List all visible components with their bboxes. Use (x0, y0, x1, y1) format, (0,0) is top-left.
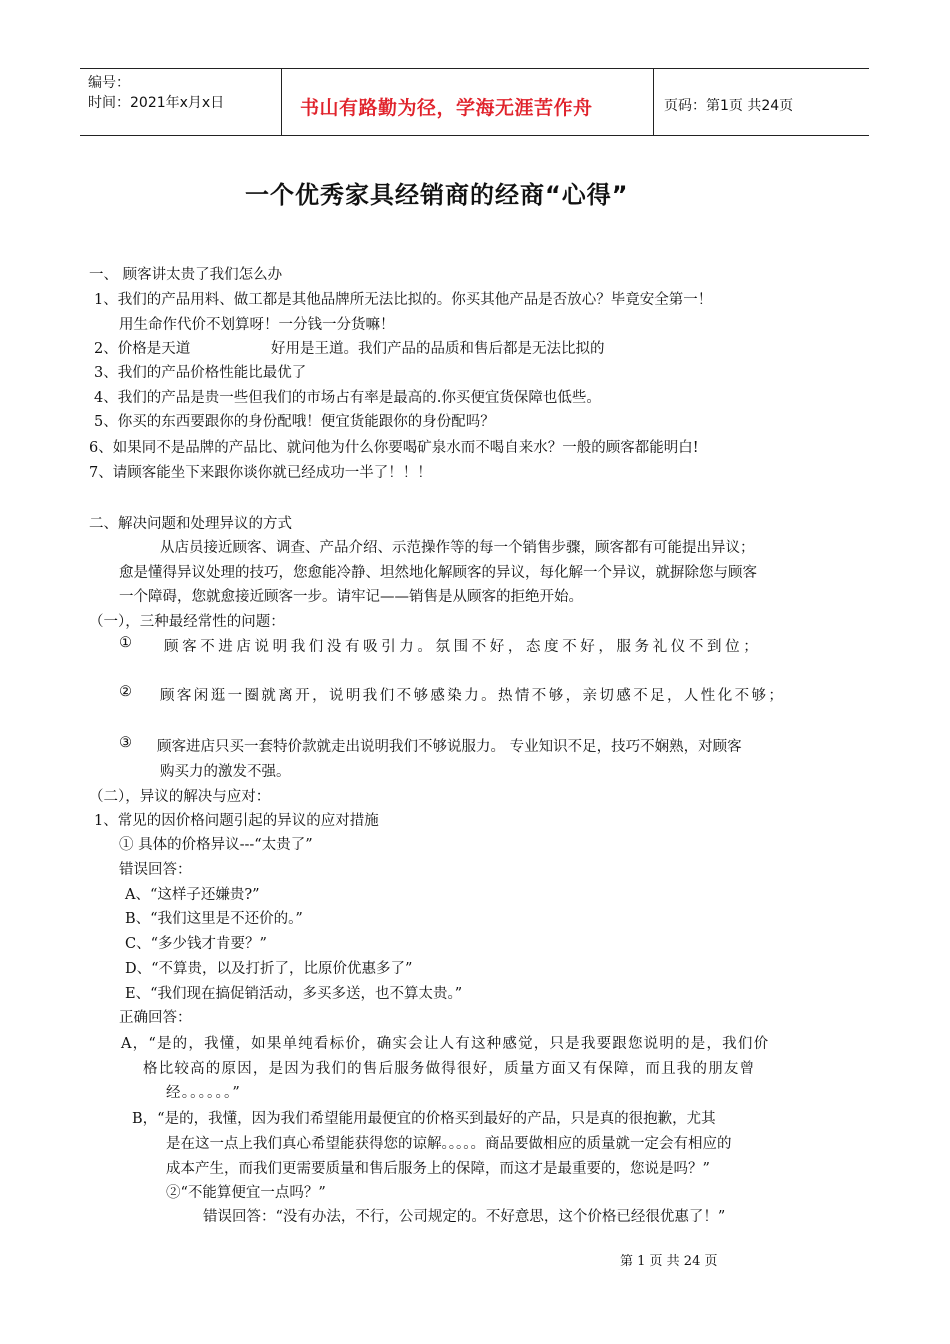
header-time-label: 时间：2021年x月x日 (88, 95, 225, 111)
problem-3-marker: ③ (119, 735, 132, 751)
section1-item-2a: 2、价格是天道 (94, 341, 191, 357)
problem-1-text: 顾客不进店说明我们没有吸引力。氛围不好，态度不好，服务礼仪不到位； (164, 639, 762, 655)
wrong-answer-b: B、“我们这里是不还价的。” (125, 911, 303, 927)
wrong-answer-e: E、“我们现在搞促销活动，多买多送，也不算太贵。” (125, 986, 463, 1002)
case2-heading: ②“不能算便宜一点吗？” (166, 1185, 326, 1201)
wrong-answers-label: 错误回答： (119, 862, 192, 878)
case1-heading: ① 具体的价格异议---“太贵了” (119, 837, 313, 853)
header-bottom-border (80, 135, 869, 136)
header-divider-left (281, 68, 282, 136)
problem-3-cont: 购买力的激发不强。 (160, 764, 291, 780)
section1-item-4: 4、我们的产品是贵一些但我们的市场占有率是最高的.你买便宜货保障也低些。 (94, 390, 601, 406)
section2-intro-2: 愈是懂得异议处理的技巧，您愈能冷静、坦然地化解顾客的异议，每化解一个异议，就摒除您与顾客 (119, 565, 757, 581)
right-answer-b-line1: B，“是的，我懂，因为我们希望能用最便宜的价格买到最好的产品，只是真的很抱歉，尤其 (132, 1111, 716, 1127)
header-number-label: 编号： (88, 75, 130, 91)
wrong-answer-a: A、“这样子还嫌贵?” (125, 887, 260, 903)
problem-3-text: 顾客进店只买一套特价款就走出说明我们不够说服力。 专业知识不足，技巧不娴熟，对顾客 (157, 739, 742, 755)
section1-item-6: 6、如果同不是品牌的产品比、就问他为什么你要喝矿泉水而不喝自来水？一般的顾客都能明白! (89, 440, 699, 456)
problem-1-marker: ① (119, 635, 132, 651)
section1-heading: 一、 顾客讲太贵了我们怎么办 (89, 267, 283, 283)
header-motto: 书山有路勤为径，学海无涯苦作舟 (300, 97, 593, 119)
problem-2-text: 顾客闲逛一圈就离开，说明我们不够感染力。热情不够，亲切感不足，人性化不够； (160, 688, 786, 704)
wrong-answer-d: D、“不算贵，以及打折了，比原价优惠多了” (125, 961, 413, 977)
right-answer-a-line1: A，“是的，我懂，如果单纯看标价，确实会让人有这种感觉，只是我要跟您说明的是，我们价 (121, 1036, 770, 1052)
header-divider-right (653, 68, 654, 136)
page-footer: 第 1 页 共 24 页 (620, 1254, 718, 1269)
right-answer-a-line2: 格比较高的原因，是因为我们的售后服务做得很好，质量方面又有保障，而且我的朋友曾 (143, 1061, 756, 1077)
problem-2-marker: ② (119, 684, 132, 700)
subsection2-heading: （二），异议的解决与应对： (89, 789, 271, 805)
section1-item-5: 5、你买的东西要跟你的身份配哦！便宜货能跟你的身份配吗？ (94, 414, 495, 430)
section1-item-1-cont: 用生命作代价不划算呀！一分钱一分货嘛！ (119, 317, 395, 333)
right-answers-label: 正确回答： (119, 1010, 192, 1026)
section1-item-7: 7、请顾客能坐下来跟你谈你就已经成功一半了！！！ (89, 465, 432, 481)
header-page-label: 页码：第1页 共24页 (664, 98, 794, 114)
document-title: 一个优秀家具经销商的经商“心得” (245, 181, 629, 209)
subsection1-heading: （一），三种最经常性的问题： (89, 614, 285, 630)
case2-wrong-answer: 错误回答：“没有办法，不行，公司规定的。不好意思，这个价格已经很优惠了！” (203, 1209, 726, 1225)
section1-item-2b: 好用是王道。我们产品的品质和售后都是无法比拟的 (271, 341, 605, 357)
right-answer-a-line3: 经。。。。。。” (166, 1085, 242, 1101)
header-top-border (80, 68, 869, 69)
right-answer-b-line2: 是在这一点上我们真心希望能获得您的谅解。。。。。商品要做相应的质量就一定会有相应的 (166, 1136, 732, 1152)
section2-intro-1: 从店员接近顾客、调查、产品介绍、示范操作等的每一个销售步骤，顾客都有可能提出异议； (160, 540, 755, 556)
right-answer-b-line3: 成本产生，而我们更需要质量和售后服务上的保障，而这才是最重要的，您说是吗？” (166, 1161, 710, 1177)
section1-item-1: 1、我们的产品用料、做工都是其他品牌所无法比拟的。你买其他产品是否放心？毕竟安全第一！ (94, 292, 713, 308)
price-objection-heading: 1、常见的因价格问题引起的异议的应对措施 (94, 813, 379, 829)
section1-item-3: 3、我们的产品价格性能比最优了 (94, 365, 307, 381)
section2-intro-3: 一个障碍，您就愈接近顾客一步。请牢记——销售是从顾客的拒绝开始。 (119, 589, 583, 605)
section2-heading: 二、解决问题和处理异议的方式 (89, 516, 292, 532)
wrong-answer-c: C、“多少钱才肯要？” (125, 936, 267, 952)
